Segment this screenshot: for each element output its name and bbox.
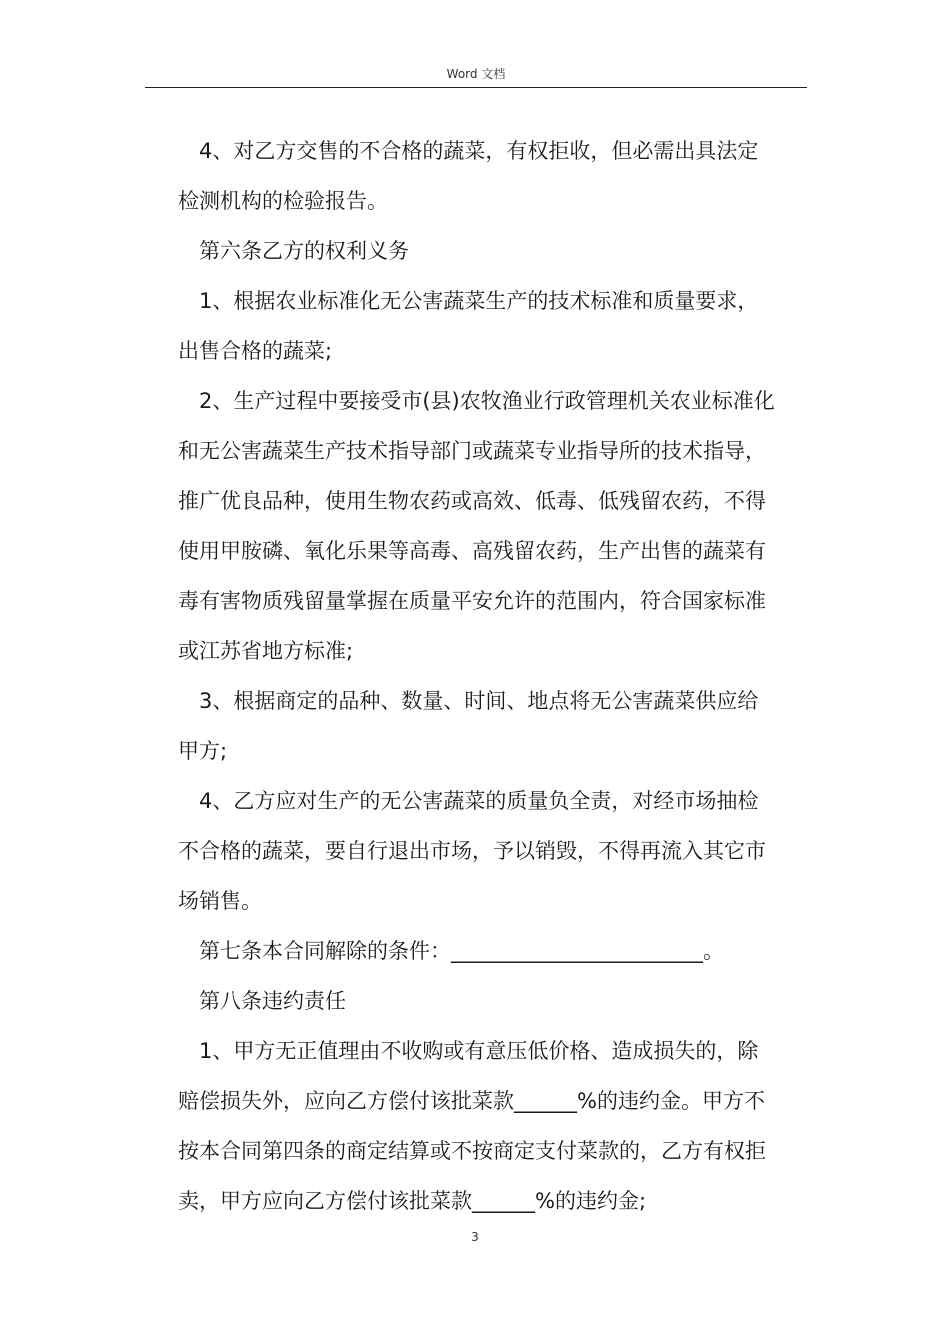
document-body — [178, 126, 806, 1226]
text-line: 甲方; — [178, 739, 228, 763]
text-line: 使用甲胺磷、氧化乐果等高毒、高残留农药，生产出售的蔬菜有 — [178, 539, 766, 563]
page-header: Word 文档 — [446, 67, 506, 81]
paragraph — [178, 126, 806, 226]
text-line: 按本合同第四条的商定结算或不按商定支付菜款的，乙方有权拒 — [178, 1139, 766, 1163]
text-line: 赔偿损失外，应向乙方偿付该批菜款______%的违约金。甲方不 — [178, 1089, 765, 1113]
text-line: 出售合格的蔬菜; — [178, 339, 333, 363]
text-line: 第六条乙方的权利义务 — [199, 239, 409, 263]
text-line: 检测机构的检验报告。 — [178, 189, 388, 213]
text-line: 卖，甲方应向乙方偿付该批菜款______%的违约金; — [178, 1189, 647, 1213]
paragraph — [178, 776, 806, 926]
header-divider — [145, 87, 807, 88]
text-line: 推广优良品种，使用生物农药或高效、低毒、低残留农药，不得 — [178, 489, 766, 513]
text-line: 4、对乙方交售的不合格的蔬菜，有权拒收，但必需出具法定 — [199, 139, 759, 163]
text-line: 1、根据农业标准化无公害蔬菜生产的技术标准和质量要求， — [199, 289, 759, 313]
text-line: 3、根据商定的品种、数量、时间、地点将无公害蔬菜供应给 — [199, 689, 759, 713]
text-line: 1、甲方无正值理由不收购或有意压低价格、造成损失的，除 — [199, 1039, 759, 1063]
section-heading — [178, 976, 806, 1026]
text-line: 第七条本合同解除的条件：________________________。 — [199, 939, 724, 963]
section-heading — [178, 926, 806, 976]
text-line: 第八条违约责任 — [199, 989, 346, 1013]
text-line: 4、乙方应对生产的无公害蔬菜的质量负全责，对经市场抽检 — [199, 789, 759, 813]
text-line: 2、生产过程中要接受市(县)农牧渔业行政管理机关农业标准化 — [199, 389, 775, 413]
paragraph — [178, 1026, 806, 1226]
text-line: 和无公害蔬菜生产技术指导部门或蔬菜专业指导所的技术指导， — [178, 439, 766, 463]
paragraph — [178, 676, 806, 776]
paragraph — [178, 276, 806, 376]
text-line: 或江苏省地方标准; — [178, 639, 354, 663]
text-line: 毒有害物质残留量掌握在质量平安允许的范围内，符合国家标准 — [178, 589, 766, 613]
text-line: 不合格的蔬菜，要自行退出市场，予以销毁，不得再流入其它市 — [178, 839, 766, 863]
section-heading — [178, 226, 806, 276]
paragraph — [178, 376, 806, 676]
text-line: 场销售。 — [178, 889, 262, 913]
page-number: 3 — [471, 1230, 479, 1244]
